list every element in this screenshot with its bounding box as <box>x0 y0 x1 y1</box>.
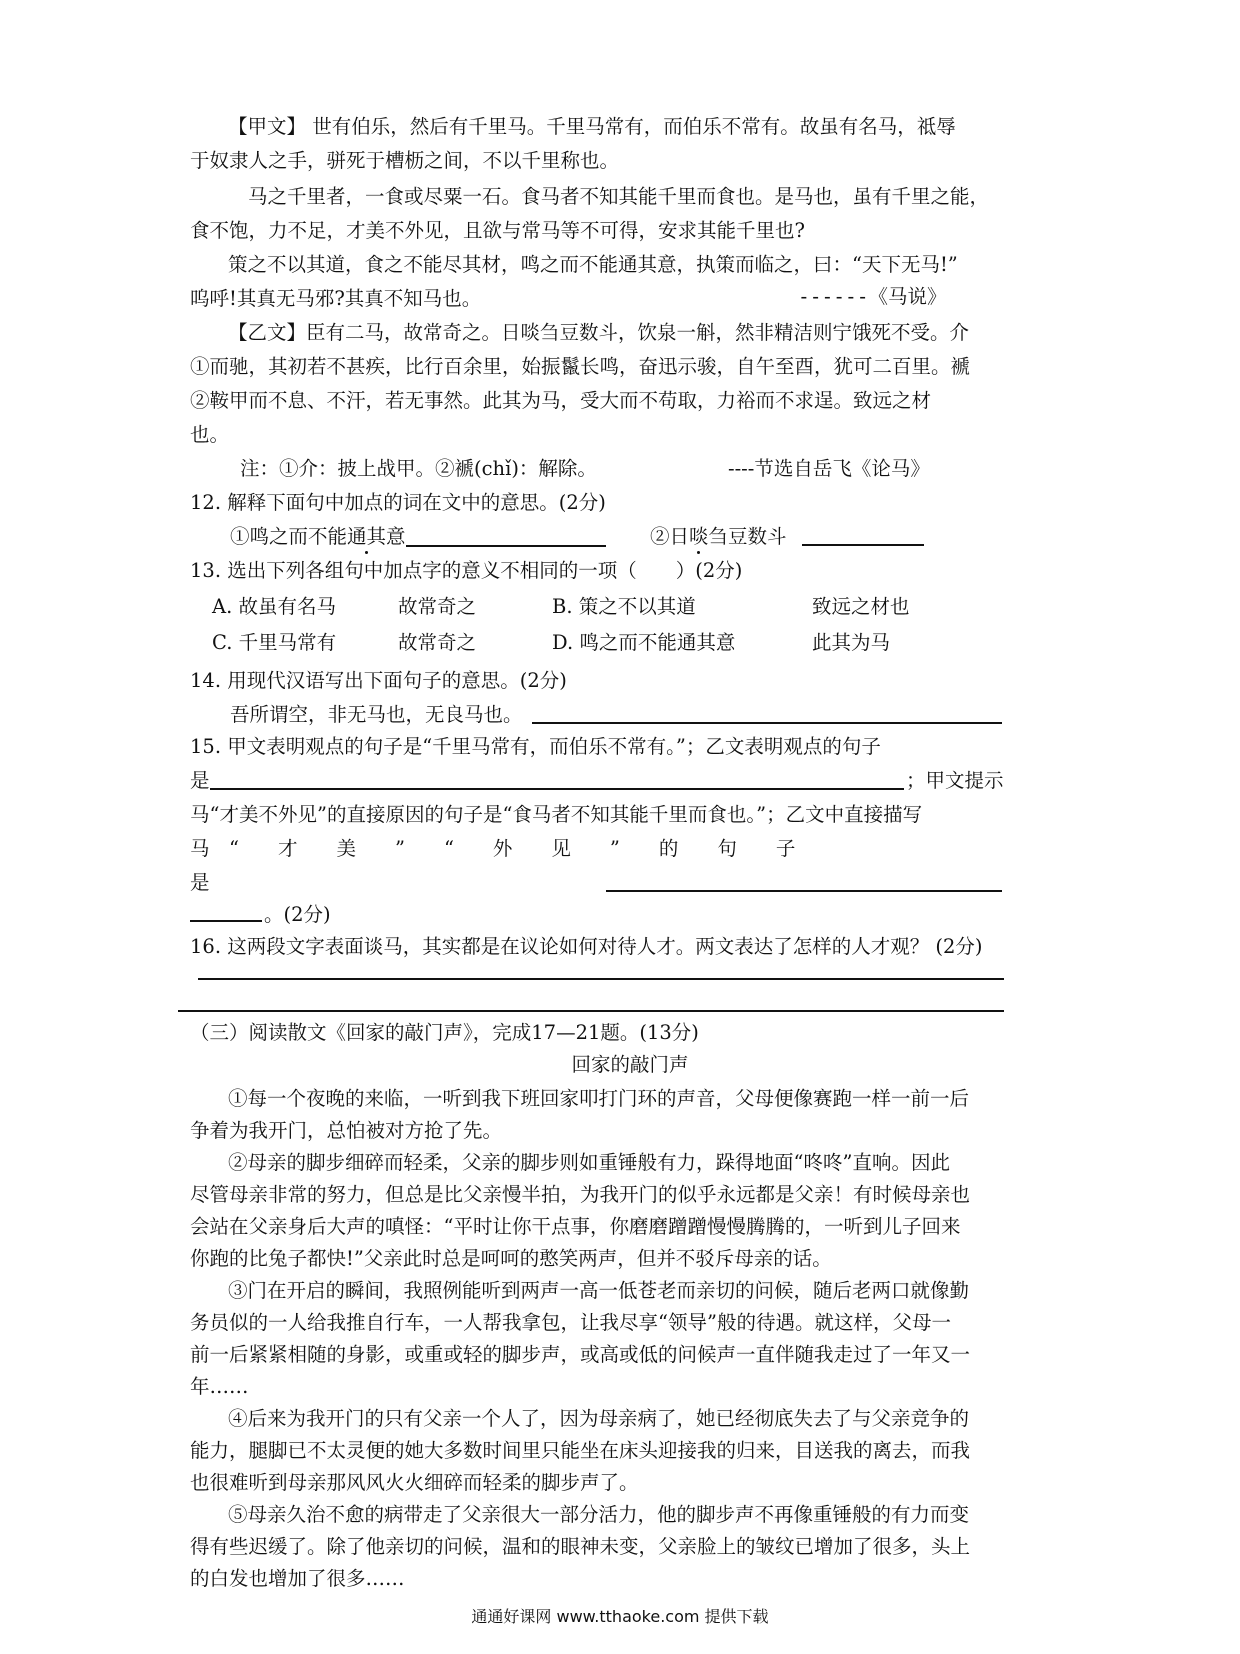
answer-blank-14[interactable] <box>532 722 1002 724</box>
essay-line: 也很难听到母亲那风风火火细碎而轻柔的脚步声了。 <box>190 1471 639 1494</box>
jiawen-line-3: 马之千里者，一食或尽粟一石。食马者不知其能千里而食也。是马也，虽有千里之能， <box>248 185 990 208</box>
question-15-line-2-start: 是 <box>190 769 210 792</box>
essay-line: ④后来为我开门的只有父亲一个人了，因为母亲病了，她已经彻底失去了与父亲竞争的 <box>228 1407 970 1430</box>
q12b-text: ②日 <box>650 525 690 548</box>
q12b-dotted: 啖 <box>689 525 709 548</box>
question-12-item-a <box>230 520 606 554</box>
yiwen-line-4: 也。 <box>190 423 230 446</box>
jiawen-source: ------《马说》 <box>798 285 947 308</box>
answer-blank-15a[interactable] <box>210 788 904 790</box>
option-b: B. 策之不以其道 <box>552 595 696 618</box>
essay-line: 你跑的比兔子都快!”父亲此时总是呵呵的憨笑两声，但并不驳斥母亲的话。 <box>190 1247 832 1270</box>
page-footer: 通通好课网 www.tthaoke.com 提供下载 <box>471 1607 769 1626</box>
jiawen-line-6: 呜呼!其真无马邪?其真不知马也。 <box>190 287 482 310</box>
jiawen-line-1: 【甲文】 世有伯乐，然后有千里马。千里马常有，而伯乐不常有。故虽有名马，祗辱 <box>228 115 956 138</box>
section-3-heading: （三）阅读散文《回家的敲门声》，完成17—21题。(13分) <box>190 1021 699 1044</box>
essay-line: 前一后紧紧相随的身影，或重或轻的脚步声，或高或低的问候声一直伴随我走过了一年又一 <box>190 1343 971 1366</box>
question-15-line-5: 是 <box>190 871 210 894</box>
essay-title: 回家的敲门声 <box>571 1053 689 1076</box>
q12b-text-end: 刍豆数斗 <box>708 525 787 548</box>
q12a-dotted: 通其 <box>347 525 387 548</box>
jiawen-line-2: 于奴隶人之手，骈死于槽枥之间，不以千里称也。 <box>190 149 620 172</box>
yiwen-note: 注：①介：披上战甲。②褫(chǐ)：解除。 <box>240 457 597 480</box>
jiawen-line-4: 食不饱，力不足，才美不外见，且欲与常马等不可得，安求其能千里也? <box>190 219 805 242</box>
essay-line: ③门在开启的瞬间，我照例能听到两声一高一低苍老而亲切的问候，随后老两口就像勤 <box>228 1279 970 1302</box>
question-15-points: 。(2分) <box>264 903 331 926</box>
option-d: D. 鸣之而不能通其意 <box>552 631 736 654</box>
question-15-line-1: 15. 甲文表明观点的句子是“千里马常有，而伯乐不常有。”；乙文表明观点的句子 <box>190 735 881 758</box>
option-a-compare: 故常奇之 <box>398 595 477 618</box>
essay-line: 争着为我开门，总怕被对方抢了先。 <box>190 1119 503 1142</box>
answer-blank-15c[interactable] <box>190 920 262 922</box>
jiawen-line-5: 策之不以其道，食之不能尽其材，鸣之而不能通其意，执策而临之，曰：“天下无马!” <box>228 253 958 276</box>
q12a-text-end: 意 <box>386 525 406 548</box>
essay-line: ⑤母亲久治不愈的病带走了父亲很大一部分活力，他的脚步声不再像重锤般的有力而变 <box>228 1503 970 1526</box>
essay-line: 务员似的一人给我推自行车，一人帮我拿包，让我尽享“领导”般的待遇。就这样，父母一 <box>190 1311 951 1334</box>
question-12-stem: 12. 解释下面句中加点的词在文中的意思。(2分) <box>190 491 606 514</box>
yiwen-line-2: ①而驰，其初若不甚疾，比行百余里，始振鬣长鸣，奋迅示骏，自午至酉，犹可二百里。褫 <box>190 355 971 378</box>
question-15-line-3: 马“才美不外见”的直接原因的句子是“食马者不知其能千里而食也。”；乙文中直接描写 <box>190 803 923 826</box>
answer-blank-12b[interactable] <box>802 544 924 546</box>
option-b-compare: 致远之材也 <box>812 595 910 618</box>
essay-line: 年…… <box>190 1375 249 1398</box>
question-12-item-b <box>650 520 787 554</box>
answer-blank-15b[interactable] <box>606 890 1002 892</box>
question-14-stem: 14. 用现代汉语写出下面句子的意思。(2分) <box>190 669 567 692</box>
question-14-sentence: 吾所谓空，非无马也，无良马也。 <box>230 703 523 726</box>
q12a-text: ①鸣之而不能 <box>230 525 348 548</box>
answer-blank-16b[interactable] <box>178 1010 1004 1012</box>
essay-line: 会站在父亲身后大声的嗔怪：“平时让你干点事，你磨磨蹭蹭慢慢腾腾的，一听到儿子回来 <box>190 1215 961 1238</box>
option-c-compare: 故常奇之 <box>398 631 477 654</box>
yiwen-line-3: ②鞍甲而不息、不汗，若无事然。此其为马，受大而不苟取，力裕而不求逞。致远之材 <box>190 389 932 412</box>
essay-line: ②母亲的脚步细碎而轻柔，父亲的脚步则如重锤般有力，跺得地面“咚咚”直响。因此 <box>228 1151 950 1174</box>
answer-blank-16a[interactable] <box>198 978 1004 980</box>
essay-line: 的白发也增加了很多…… <box>190 1567 405 1590</box>
answer-blank-12a[interactable] <box>406 521 606 547</box>
essay-line: 尽管母亲非常的努力，但总是比父亲慢半拍，为我开门的似乎永远都是父亲！有时候母亲也 <box>190 1183 971 1206</box>
question-15-line-2-end: ；甲文提示 <box>906 769 1004 792</box>
question-16-stem: 16. 这两段文字表面谈马，其实都是在议论如何对待人才。两文表达了怎样的人才观？ (2分) <box>190 935 983 958</box>
yiwen-source: ----节选自岳飞《论马》 <box>728 457 930 480</box>
option-c: C. 千里马常有 <box>212 631 337 654</box>
option-d-compare: 此其为马 <box>812 631 891 654</box>
question-15-line-4: 马 “ 才 美 ” “ 外 见 ” 的 句 子 <box>190 837 796 860</box>
question-13-stem: 13. 选出下列各组句中加点字的意义不相同的一项（ ）(2分) <box>190 559 743 582</box>
yiwen-line-1: 【乙文】臣有二马，故常奇之。日啖刍豆数斗，饮泉一斛，然非精洁则宁饿死不受。介 <box>228 321 970 344</box>
essay-line: 能力，腿脚已不太灵便的她大多数时间里只能坐在床头迎接我的归来，目送我的离去，而我 <box>190 1439 971 1462</box>
essay-line: 得有些迟缓了。除了他亲切的问候，温和的眼神未变，父亲脸上的皱纹已增加了很多，头上 <box>190 1535 971 1558</box>
option-a: A. 故虽有名马 <box>212 595 336 618</box>
essay-line: ①每一个夜晚的来临，一听到我下班回家叩打门环的声音，父母便像赛跑一样一前一后 <box>228 1087 970 1110</box>
